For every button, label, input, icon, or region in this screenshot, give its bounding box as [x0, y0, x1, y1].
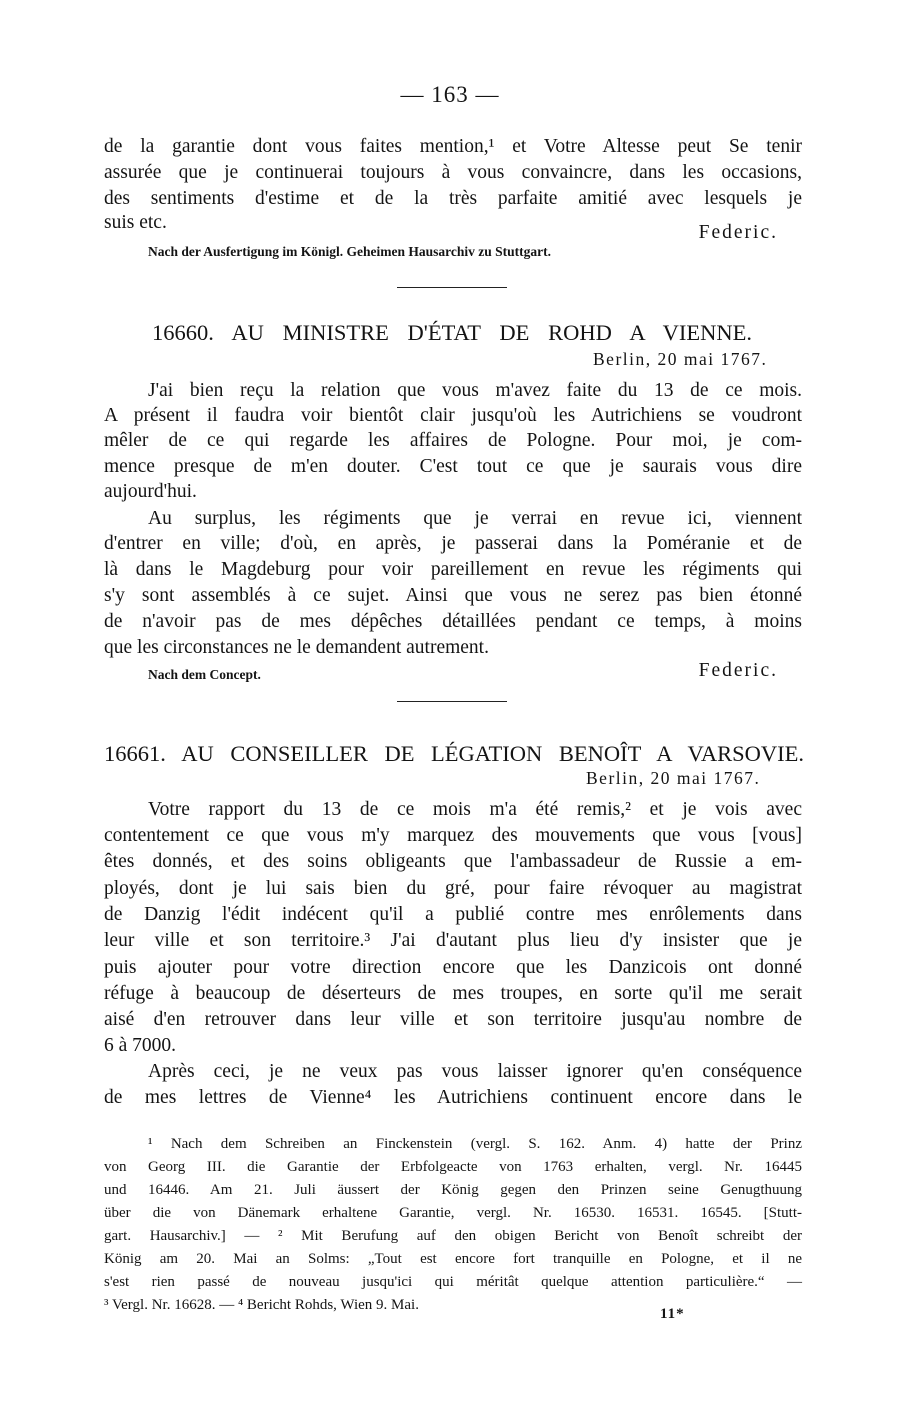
body-line: que les circonstances ne le demandent autrement. — [104, 637, 489, 658]
source-note: Nach der Ausfertigung im Königl. Geheimen Hausarchiv zu Stuttgart. — [148, 244, 552, 259]
body-line: 6 à 7000. — [104, 1035, 177, 1056]
body-line: de n'avoir pas de mes dépêches détaillées pendant ce temps, à moins — [104, 611, 802, 632]
footnote-line: ³ Vergl. Nr. 16628. — ⁴ Bericht Rohds, Wien 9. Mai. — [104, 1297, 419, 1313]
body-line: aujourd'hui. — [104, 481, 197, 502]
body-line: mence presque de m'en douter. C'est tout ce que je saurais vous dire — [104, 456, 802, 477]
signature-mark: 11* — [660, 1306, 685, 1322]
body-line: suis etc. — [104, 212, 167, 233]
page-number: — 163 — — [400, 82, 500, 107]
body-line: de Danzig l'édit indécent qu'il a publié contre mes enrôlements dans — [104, 904, 802, 925]
divider — [397, 287, 507, 288]
footnote-line: gart. Hausarchiv.] — ² Mit Berufung auf den obigen Bericht von Benoît schreibt der — [104, 1228, 802, 1244]
body-line: leur ville et son territoire.³ J'ai d'autant plus lieu d'y insister que je — [104, 930, 802, 951]
dateline: Berlin, 20 mai 1767. — [593, 349, 768, 369]
body-line: des sentiments d'estime et de la très parfaite amitié avec lesquels je — [104, 188, 802, 209]
body-line: réfuge à beaucoup de déserteurs de mes troupes, en sorte qu'il me serait — [104, 983, 802, 1004]
letter-heading: 16660. AU MINISTRE D'ÉTAT DE ROHD A VIENNE. — [152, 320, 752, 345]
dateline: Berlin, 20 mai 1767. — [586, 768, 761, 788]
signature: Federic. — [698, 222, 778, 243]
body-line: s'y sont assemblés à ce sujet. Ainsi que vous ne serez pas bien étonné — [104, 585, 802, 606]
signature: Federic. — [698, 660, 778, 681]
body-line: puis ajouter pour votre direction encore que les Danzicois ont donné — [104, 957, 802, 978]
letter-heading: 16661. AU CONSEILLER DE LÉGATION BENOÎT A VARSOVIE. — [104, 741, 804, 766]
body-line: Votre rapport du 13 de ce mois m'a été remis,² et je vois avec — [148, 799, 802, 820]
footnote-line: über die von Dänemark erhaltene Garantie, vergl. Nr. 16530. 16531. 16545. [Stutt- — [104, 1205, 802, 1221]
body-line: A présent il faudra voir bientôt clair jusqu'où les Autrichiens se voudront — [104, 405, 802, 426]
body-line: d'entrer en ville; d'où, en après, je passerai dans la Poméranie et de — [104, 533, 802, 554]
body-line: Au surplus, les régiments que je verrai en revue ici, viennent — [148, 508, 802, 529]
body-line: là dans le Magdeburg pour voir pareillement en revue les régiments qui — [104, 559, 802, 580]
source-note: Nach dem Concept. — [148, 667, 261, 682]
footnote-line: und 16446. Am 21. Juli äussert der König gegen den Prinzen seine Genugthuung — [104, 1182, 802, 1198]
footnote-line: s'est rien passé de nouveau jusqu'ici qui méritât quelque attention particulière.“ — — [104, 1274, 802, 1290]
body-line: êtes donnés, et des soins obligeants que l'ambassadeur de Russie a em- — [104, 851, 802, 872]
body-line: de mes lettres de Vienne⁴ les Autrichiens continuent encore dans le — [104, 1087, 802, 1108]
body-line: J'ai bien reçu la relation que vous m'avez faite du 13 de ce mois. — [148, 380, 802, 401]
body-line: mêler de ce qui regarde les affaires de Pologne. Pour moi, je com- — [104, 430, 802, 451]
footnote-line: von Georg III. die Garantie der Erbfolgeacte von 1763 erhalten, vergl. Nr. 16445 — [104, 1159, 802, 1175]
footnote-line: ¹ Nach dem Schreiben an Finckenstein (vergl. S. 162. Anm. 4) hatte der Prinz — [148, 1136, 802, 1152]
body-line: aisé d'en retrouver dans leur ville et son territoire jusqu'au nombre de — [104, 1009, 802, 1030]
body-line: de la garantie dont vous faites mention,¹ et Votre Altesse peut Se tenir — [104, 136, 802, 157]
footnote-line: König am 20. Mai an Solms: „Tout est encore fort tranquille en Pologne, et il ne — [104, 1251, 802, 1267]
divider — [397, 701, 507, 702]
body-line: Après ceci, je ne veux pas vous laisser ignorer qu'en conséquence — [148, 1061, 802, 1082]
body-line: contentement ce que vous m'y marquez des mouvements que vous [vous] — [104, 825, 802, 846]
body-line: ployés, dont je lui sais bien du gré, pour faire révoquer au magistrat — [104, 878, 802, 899]
body-line: assurée que je continuerai toujours à vous convaincre, dans les occasions, — [104, 162, 802, 183]
